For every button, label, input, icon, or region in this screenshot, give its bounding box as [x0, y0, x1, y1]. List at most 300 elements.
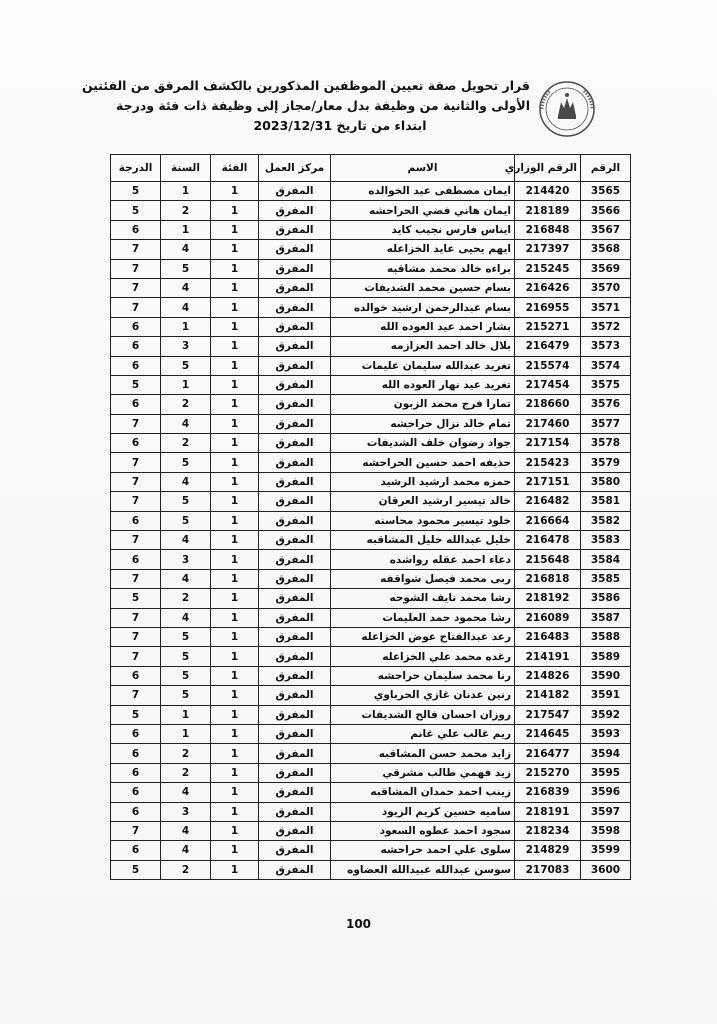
cell-grade: 7 — [111, 453, 161, 472]
cell-workplace: المفرق — [259, 569, 331, 588]
cell-workplace: المفرق — [259, 821, 331, 840]
cell-category: 1 — [211, 259, 259, 278]
cell-category: 1 — [211, 763, 259, 782]
cell-grade: 6 — [111, 337, 161, 356]
cell-workplace: المفرق — [259, 337, 331, 356]
cell-name: سوسن عبدالله عبيدالله العضاوه — [331, 860, 515, 879]
cell-number: 3574 — [581, 356, 631, 375]
cell-number: 3599 — [581, 841, 631, 860]
cell-ministry-number: 214420 — [515, 182, 581, 201]
cell-name: خلود تيسير محمود محاسنه — [331, 511, 515, 530]
cell-number: 3575 — [581, 375, 631, 394]
cell-number: 3597 — [581, 802, 631, 821]
cell-category: 1 — [211, 841, 259, 860]
cell-ministry-number: 216483 — [515, 627, 581, 646]
column-header-workplace: مركز العمل — [259, 155, 331, 182]
cell-workplace: المفرق — [259, 434, 331, 453]
cell-grade: 5 — [111, 705, 161, 724]
table-header-row — [111, 155, 631, 182]
cell-number: 3588 — [581, 627, 631, 646]
cell-year: 4 — [161, 414, 211, 433]
cell-number: 3586 — [581, 589, 631, 608]
cell-category: 1 — [211, 569, 259, 588]
table-row — [111, 317, 631, 336]
cell-year: 5 — [161, 511, 211, 530]
cell-category: 1 — [211, 375, 259, 394]
table-row — [111, 201, 631, 220]
cell-name: حذيفه احمد حسين الحراحشه — [331, 453, 515, 472]
cell-workplace: المفرق — [259, 414, 331, 433]
cell-grade: 7 — [111, 608, 161, 627]
cell-name: دعاء احمد عقله رواشده — [331, 550, 515, 569]
cell-ministry-number: 218191 — [515, 802, 581, 821]
cell-grade: 7 — [111, 414, 161, 433]
cell-ministry-number: 216848 — [515, 220, 581, 239]
cell-workplace: المفرق — [259, 724, 331, 743]
cell-year: 2 — [161, 395, 211, 414]
cell-category: 1 — [211, 589, 259, 608]
cell-number: 3593 — [581, 724, 631, 743]
cell-number: 3565 — [581, 182, 631, 201]
cell-grade: 6 — [111, 395, 161, 414]
cell-ministry-number: 216839 — [515, 783, 581, 802]
table-row — [111, 511, 631, 530]
page-number: 100 — [345, 917, 372, 931]
cell-ministry-number: 214826 — [515, 666, 581, 685]
table-row — [111, 666, 631, 685]
cell-workplace: المفرق — [259, 705, 331, 724]
cell-workplace: المفرق — [259, 298, 331, 317]
cell-category: 1 — [211, 686, 259, 705]
cell-name: رشا محمود حمد العليمات — [331, 608, 515, 627]
cell-workplace: المفرق — [259, 763, 331, 782]
cell-grade: 6 — [111, 783, 161, 802]
table-row — [111, 783, 631, 802]
cell-workplace: المفرق — [259, 317, 331, 336]
table-row — [111, 472, 631, 491]
cell-year: 2 — [161, 434, 211, 453]
cell-year: 5 — [161, 356, 211, 375]
cell-grade: 7 — [111, 647, 161, 666]
cell-grade: 5 — [111, 375, 161, 394]
cell-workplace: المفرق — [259, 686, 331, 705]
cell-workplace: المفرق — [259, 453, 331, 472]
cell-year: 2 — [161, 589, 211, 608]
cell-year: 4 — [161, 472, 211, 491]
table-row — [111, 453, 631, 472]
cell-category: 1 — [211, 278, 259, 297]
table-body — [111, 182, 631, 880]
cell-grade: 6 — [111, 724, 161, 743]
cell-year: 4 — [161, 240, 211, 259]
cell-name: رشا محمد نايف الشوحه — [331, 589, 515, 608]
cell-workplace: المفرق — [259, 783, 331, 802]
table-row — [111, 724, 631, 743]
cell-grade: 6 — [111, 744, 161, 763]
cell-category: 1 — [211, 860, 259, 879]
cell-workplace: المفرق — [259, 356, 331, 375]
cell-number: 3595 — [581, 763, 631, 782]
cell-year: 2 — [161, 201, 211, 220]
cell-category: 1 — [211, 337, 259, 356]
cell-workplace: المفرق — [259, 531, 331, 550]
cell-category: 1 — [211, 453, 259, 472]
header-line-3: ابتداء من تاريخ 2023/12/31 — [253, 118, 427, 133]
table-row — [111, 763, 631, 782]
table-row — [111, 356, 631, 375]
cell-grade: 6 — [111, 841, 161, 860]
cell-grade: 6 — [111, 434, 161, 453]
cell-workplace: المفرق — [259, 472, 331, 491]
ministry-emblem-icon — [528, 78, 606, 140]
table-row — [111, 550, 631, 569]
cell-category: 1 — [211, 647, 259, 666]
cell-number: 3585 — [581, 569, 631, 588]
cell-workplace: المفرق — [259, 666, 331, 685]
cell-name: زيد فهمي طالب مشرقي — [331, 763, 515, 782]
cell-ministry-number: 217547 — [515, 705, 581, 724]
cell-grade: 6 — [111, 666, 161, 685]
cell-category: 1 — [211, 492, 259, 511]
cell-number: 3598 — [581, 821, 631, 840]
cell-name: ساميه حسين كريم الزيود — [331, 802, 515, 821]
table-row — [111, 240, 631, 259]
cell-name: تمارا فرج محمد الزبون — [331, 395, 515, 414]
cell-year: 5 — [161, 686, 211, 705]
cell-name: زايد محمد حسن المشاقبه — [331, 744, 515, 763]
cell-workplace: المفرق — [259, 182, 331, 201]
cell-category: 1 — [211, 821, 259, 840]
cell-number: 3567 — [581, 220, 631, 239]
cell-name: ريم غالب علي غانم — [331, 724, 515, 743]
cell-number: 3583 — [581, 531, 631, 550]
cell-ministry-number: 216955 — [515, 298, 581, 317]
cell-workplace: المفرق — [259, 802, 331, 821]
cell-name: سجود احمد عطوه السعود — [331, 821, 515, 840]
cell-year: 4 — [161, 531, 211, 550]
cell-name: براءه خالد محمد مشاقبه — [331, 259, 515, 278]
cell-ministry-number: 214182 — [515, 686, 581, 705]
cell-ministry-number: 214645 — [515, 724, 581, 743]
cell-number: 3573 — [581, 337, 631, 356]
cell-name: جواد رضوان خلف الشديفات — [331, 434, 515, 453]
cell-grade: 6 — [111, 317, 161, 336]
cell-name: سلوى علي احمد حراحشه — [331, 841, 515, 860]
cell-name: زينب احمد حمدان المشاقبه — [331, 783, 515, 802]
cell-name: رنين عدنان غازي الحرباوي — [331, 686, 515, 705]
cell-name: بلال خالد احمد العزازمه — [331, 337, 515, 356]
cell-workplace: المفرق — [259, 220, 331, 239]
cell-name: رغده محمد علي الخزاعله — [331, 647, 515, 666]
cell-workplace: المفرق — [259, 744, 331, 763]
cell-ministry-number: 216426 — [515, 278, 581, 297]
cell-number: 3591 — [581, 686, 631, 705]
cell-workplace: المفرق — [259, 492, 331, 511]
table-row — [111, 259, 631, 278]
table-row — [111, 220, 631, 239]
table-row — [111, 298, 631, 317]
table-row — [111, 337, 631, 356]
cell-number: 3584 — [581, 550, 631, 569]
cell-grade: 7 — [111, 569, 161, 588]
cell-name: ايناس فارس نجيب كايد — [331, 220, 515, 239]
cell-category: 1 — [211, 472, 259, 491]
cell-category: 1 — [211, 724, 259, 743]
cell-name: خليل عبدالله خليل المشاقبه — [331, 531, 515, 550]
column-header-grade: الدرجة — [111, 155, 161, 182]
cell-category: 1 — [211, 550, 259, 569]
cell-ministry-number: 217154 — [515, 434, 581, 453]
table-row — [111, 647, 631, 666]
cell-category: 1 — [211, 298, 259, 317]
cell-year: 4 — [161, 608, 211, 627]
table-row — [111, 686, 631, 705]
table-row — [111, 492, 631, 511]
cell-number: 3596 — [581, 783, 631, 802]
cell-name: روزان احسان فالح الشديفات — [331, 705, 515, 724]
cell-ministry-number: 216479 — [515, 337, 581, 356]
cell-year: 4 — [161, 821, 211, 840]
cell-grade: 6 — [111, 220, 161, 239]
cell-category: 1 — [211, 356, 259, 375]
table-row — [111, 278, 631, 297]
cell-workplace: المفرق — [259, 278, 331, 297]
cell-ministry-number: 217454 — [515, 375, 581, 394]
cell-ministry-number: 217151 — [515, 472, 581, 491]
cell-number: 3579 — [581, 453, 631, 472]
cell-category: 1 — [211, 666, 259, 685]
cell-ministry-number: 215270 — [515, 763, 581, 782]
cell-workplace: المفرق — [259, 627, 331, 646]
cell-grade: 5 — [111, 860, 161, 879]
cell-number: 3581 — [581, 492, 631, 511]
cell-grade: 5 — [111, 201, 161, 220]
cell-workplace: المفرق — [259, 375, 331, 394]
cell-workplace: المفرق — [259, 860, 331, 879]
column-header-name: الاسم — [331, 155, 515, 182]
cell-number: 3570 — [581, 278, 631, 297]
cell-ministry-number: 217083 — [515, 860, 581, 879]
cell-number: 3566 — [581, 201, 631, 220]
cell-grade: 7 — [111, 686, 161, 705]
cell-year: 2 — [161, 763, 211, 782]
cell-ministry-number: 218660 — [515, 395, 581, 414]
cell-workplace: المفرق — [259, 647, 331, 666]
cell-grade: 7 — [111, 259, 161, 278]
cell-year: 2 — [161, 744, 211, 763]
column-header-category: الفئة — [211, 155, 259, 182]
cell-year: 5 — [161, 259, 211, 278]
cell-ministry-number: 215648 — [515, 550, 581, 569]
cell-number: 3594 — [581, 744, 631, 763]
cell-number: 3589 — [581, 647, 631, 666]
cell-year: 4 — [161, 278, 211, 297]
cell-number: 3578 — [581, 434, 631, 453]
cell-ministry-number: 218234 — [515, 821, 581, 840]
table-row — [111, 182, 631, 201]
cell-number: 3576 — [581, 395, 631, 414]
cell-grade: 7 — [111, 531, 161, 550]
cell-category: 1 — [211, 182, 259, 201]
table-row — [111, 608, 631, 627]
cell-name: حمزه محمد ارشيد الرشيد — [331, 472, 515, 491]
cell-ministry-number: 215574 — [515, 356, 581, 375]
cell-ministry-number: 215423 — [515, 453, 581, 472]
cell-name: رعد عبدالفتاح عوض الخزاعله — [331, 627, 515, 646]
cell-year: 5 — [161, 453, 211, 472]
cell-grade: 6 — [111, 511, 161, 530]
cell-name: رنا محمد سليمان حراحشه — [331, 666, 515, 685]
cell-name: ايمان مصطفى عيد الخوالده — [331, 182, 515, 201]
cell-number: 3600 — [581, 860, 631, 879]
cell-category: 1 — [211, 627, 259, 646]
cell-name: خالد تيسير ارشيد العرقان — [331, 492, 515, 511]
cell-grade: 7 — [111, 472, 161, 491]
cell-workplace: المفرق — [259, 841, 331, 860]
cell-ministry-number: 217397 — [515, 240, 581, 259]
cell-year: 5 — [161, 647, 211, 666]
cell-year: 3 — [161, 550, 211, 569]
document-header — [81, 76, 530, 136]
cell-number: 3569 — [581, 259, 631, 278]
table-row — [111, 589, 631, 608]
header-line-1: قرار تحويل صفة تعيين الموظفين المذكورين بالكشف المرفق من الفئتين — [81, 78, 530, 93]
cell-year: 1 — [161, 375, 211, 394]
cell-workplace: المفرق — [259, 395, 331, 414]
cell-workplace: المفرق — [259, 550, 331, 569]
cell-category: 1 — [211, 744, 259, 763]
table-row — [111, 705, 631, 724]
cell-ministry-number: 218189 — [515, 201, 581, 220]
cell-grade: 6 — [111, 550, 161, 569]
cell-category: 1 — [211, 511, 259, 530]
cell-workplace: المفرق — [259, 201, 331, 220]
cell-ministry-number: 216477 — [515, 744, 581, 763]
cell-year: 2 — [161, 860, 211, 879]
cell-number: 3568 — [581, 240, 631, 259]
cell-year: 5 — [161, 627, 211, 646]
cell-year: 5 — [161, 666, 211, 685]
cell-ministry-number: 214829 — [515, 841, 581, 860]
cell-workplace: المفرق — [259, 259, 331, 278]
cell-workplace: المفرق — [259, 589, 331, 608]
cell-year: 3 — [161, 802, 211, 821]
cell-ministry-number: 215245 — [515, 259, 581, 278]
table-row — [111, 414, 631, 433]
cell-name: ربى محمد فيصل شواقفه — [331, 569, 515, 588]
cell-ministry-number: 216664 — [515, 511, 581, 530]
table-row — [111, 569, 631, 588]
cell-number: 3572 — [581, 317, 631, 336]
cell-workplace: المفرق — [259, 511, 331, 530]
cell-year: 1 — [161, 705, 211, 724]
table-row — [111, 821, 631, 840]
cell-year: 4 — [161, 841, 211, 860]
table-row — [111, 434, 631, 453]
column-header-number: الرقم — [581, 155, 631, 182]
table-row — [111, 860, 631, 879]
cell-name: بسام عبدالرحمن ارشيد خوالده — [331, 298, 515, 317]
cell-year: 4 — [161, 298, 211, 317]
cell-category: 1 — [211, 434, 259, 453]
cell-year: 4 — [161, 783, 211, 802]
cell-name: تمام خالد نزال حراحشه — [331, 414, 515, 433]
column-header-ministry-number: الرقم الوزاري — [515, 155, 581, 182]
cell-grade: 6 — [111, 356, 161, 375]
cell-number: 3577 — [581, 414, 631, 433]
cell-category: 1 — [211, 220, 259, 239]
cell-year: 1 — [161, 182, 211, 201]
cell-number: 3590 — [581, 666, 631, 685]
cell-ministry-number: 216089 — [515, 608, 581, 627]
cell-name: بسام حسين محمد الشديفات — [331, 278, 515, 297]
table-row — [111, 627, 631, 646]
cell-ministry-number: 215271 — [515, 317, 581, 336]
cell-grade: 7 — [111, 627, 161, 646]
cell-workplace: المفرق — [259, 240, 331, 259]
cell-ministry-number: 216478 — [515, 531, 581, 550]
cell-workplace: المفرق — [259, 608, 331, 627]
cell-grade: 6 — [111, 763, 161, 782]
cell-grade: 5 — [111, 182, 161, 201]
cell-category: 1 — [211, 802, 259, 821]
cell-grade: 5 — [111, 589, 161, 608]
table-row — [111, 802, 631, 821]
cell-grade: 7 — [111, 240, 161, 259]
cell-category: 1 — [211, 240, 259, 259]
cell-number: 3592 — [581, 705, 631, 724]
cell-grade: 7 — [111, 821, 161, 840]
cell-ministry-number: 216482 — [515, 492, 581, 511]
column-header-year: السنة — [161, 155, 211, 182]
cell-category: 1 — [211, 201, 259, 220]
cell-number: 3571 — [581, 298, 631, 317]
cell-year: 1 — [161, 317, 211, 336]
cell-category: 1 — [211, 531, 259, 550]
cell-grade: 7 — [111, 492, 161, 511]
cell-number: 3587 — [581, 608, 631, 627]
cell-name: ايهم يحيى عايد الخزاعله — [331, 240, 515, 259]
employees-table — [110, 154, 631, 880]
cell-name: تغريد عيد نهار العوده الله — [331, 375, 515, 394]
cell-grade: 6 — [111, 802, 161, 821]
cell-ministry-number: 214191 — [515, 647, 581, 666]
cell-year: 1 — [161, 724, 211, 743]
cell-category: 1 — [211, 783, 259, 802]
cell-name: تغريد عبدالله سليمان عليمات — [331, 356, 515, 375]
cell-category: 1 — [211, 608, 259, 627]
cell-name: ايمان هاني فضي الحراحشه — [331, 201, 515, 220]
cell-category: 1 — [211, 317, 259, 336]
table-row — [111, 395, 631, 414]
cell-number: 3582 — [581, 511, 631, 530]
table-row — [111, 375, 631, 394]
cell-category: 1 — [211, 705, 259, 724]
cell-year: 3 — [161, 337, 211, 356]
table-row — [111, 744, 631, 763]
cell-grade: 7 — [111, 278, 161, 297]
header-line-2: الأولى والثانية من وظيفة بدل معار/مجاز إلى وظيفة ذات فئة ودرجة — [116, 98, 530, 113]
cell-number: 3580 — [581, 472, 631, 491]
cell-grade: 7 — [111, 298, 161, 317]
cell-name: بشار احمد عيد العوده الله — [331, 317, 515, 336]
cell-year: 5 — [161, 492, 211, 511]
table-row — [111, 841, 631, 860]
cell-category: 1 — [211, 414, 259, 433]
cell-ministry-number: 217460 — [515, 414, 581, 433]
cell-category: 1 — [211, 395, 259, 414]
cell-ministry-number: 218192 — [515, 589, 581, 608]
